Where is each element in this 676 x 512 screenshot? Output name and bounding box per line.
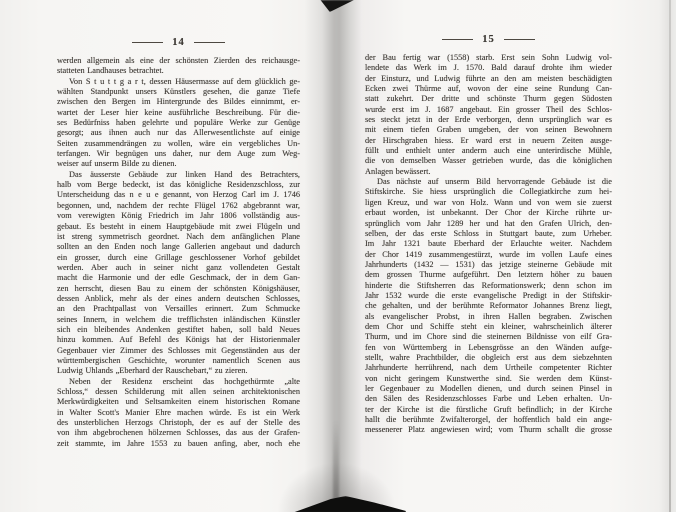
text-line: macht die Harmonie und der edle Geschmack, der in dem Gan- [57,273,300,283]
text-line: begonnen, und, nachdem der rechte Flügel 1762 abgebrannt war, [57,200,300,210]
text-line: Seiten zusammendrängen zu wollen, wäre ein vergebliches Un- [57,138,300,148]
text-line: der Chor 1419 zusammengestürzt, wurde im vollen Laufe eines [365,249,612,259]
text-line: weiser auf unserm Bilde zu dienen. [57,159,177,169]
text-line: ligen Kreuz, und war von Holz. Wann und von wem sie zuerst [365,197,612,207]
text-line: ler Gegenbauer zu Modellen dienen, und durch seinen Pinsel in [365,384,612,393]
text-line: messenerer Platz angewiesen wird; vom Thurm schallt die grosse [365,425,612,435]
text-line: statteten Landhauses betrachtet. [57,66,164,76]
text-line: statt zukehrt. Der dritte und schönste Thurm gegen Südosten [365,94,612,104]
page-number: 15 [482,34,495,45]
text-line: an den Prachtpallast von Versailles erinnert. Zum Schmucke [57,304,300,314]
text-line: hallt die berühmte Zwifalterorgel, der hoffentlich bald ein ange- [365,415,612,425]
text-line: wartet der Leser hier keine ausführliche Beschreibung. Für die- [57,107,300,117]
page-number-header [365,34,612,45]
text-line: Jahrhunderte herrührend, nach dem Urtheile competenter Richter [365,363,612,373]
text-line: der Einsturz, und Ludwig führte an den am meisten beschädigten [365,73,612,83]
text-line: terfangen. Wir begnügen uns daher, nur dem Auge zum Weg- [57,149,300,159]
text-line: dessen Anblick, mehr als der eines andern deutschen Schlosses, [57,293,300,303]
text-line: Neben der Residenz erscheint das hochgethürmte „alte [69,376,300,386]
header-rule-right [194,42,225,43]
text-line: Von S t u t t g a r t, dessen Häusermasse auf dem glücklich ge- [69,76,300,86]
text-line: des unsterblichen Herzogs Christoph, der es auf der Stelle des [57,418,300,428]
text-line: seines Innern, in welchem die trefflichsten inländischen Künstler [57,314,300,324]
text-line: halb vom Berge bedeckt, ist das königliche Residenzschloss, zur [57,180,300,190]
text-line: werden. Aber auch in seiner nicht ganz vollendeten Gestalt [57,262,300,272]
text-line: Jahrhunderts (1432 — 1531) das jetzige steinerne Gebäude mit [365,259,612,269]
text-line: sollten an den Enden noch lange Gallerien angebaut und dadurch [57,242,300,252]
text-line: ein grosser, durch eine Grillage geschlossener Vorhof gebildet [57,252,300,262]
text-line: lendete das Werk im J. 1570. Bald darauf drohte ihm wieder [365,63,612,73]
text-line: sich ein bleibendes Andenken gestiftet haben, soll bald Neues [57,324,300,334]
page-14 [0,0,332,512]
text-line: werden allgemein als eine der schönsten Zierden des reichausge- [57,56,300,65]
text-line: erbaut worden, ist unbekannt. Der Chor der Kirche rührte ur- [365,208,612,218]
text-line: der Bau fertig war (1558) starb. Erst sein Sohn Ludwig vol- [365,53,612,62]
text-line: in Walter Scott's Manier Ehre machen würde. Es ist ein Werk [57,407,300,417]
text-line: mit einem tiefen Graben umgeben, der von seinen Bewohnern [365,125,612,135]
text-line: füllt und enthielt unter anderm auch eine unterirdische Mühle, [365,146,612,156]
page-15 [352,0,676,512]
text-line: zen herrscht, diesen Bau zu einem der schönsten Königshäuser, [57,283,300,293]
text-line: gebaut. Es besteht in einem Hauptgebäude mit zwei Flügeln und [57,221,300,231]
text-line: Ludwig Uhlands „Eberhard der Rauschebart,“ zu zieren. [57,366,248,376]
text-line: fen von Württemberg in Lebensgrösse an den Wänden aufge- [365,342,612,352]
text-line: Stiftskirche. Sie hiess ursprünglich die Collegiatkirche zum hei- [365,187,612,197]
text-line: ses steckt jetzt in der Erde verborgen, denn ursprünglich war es [365,115,612,125]
text-line: Thurm, und im Chore sind die steinernen Bildnisse von eilf Gra- [365,332,612,342]
page-14-text [57,56,300,449]
page-number-header [57,37,300,48]
text-line: Im Jahr 1321 baute Eberhard der Erlauchte weiter. Nachdem [365,239,612,249]
text-line: zwischen den Bergen im Hintergrunde des Bildes einnimmt, er- [57,97,300,107]
text-line: Jahr 1532 wurde die erste evangelische Predigt in der Stiftskir- [365,290,612,300]
text-line: von ihm abgebrochenen hölzernen Schlosses, das aus der Grafen- [57,428,300,438]
text-line: als evangelischer Probst, in ihren Hallen begraben. Zwischen [365,311,612,321]
page-number: 14 [172,37,185,48]
text-line: württembergischen Geschichte, worunter namentlich Scenen aus [57,355,300,365]
text-line: Anlagen bewässert. [365,166,431,176]
text-line: Das nächste auf unserm Bild hervorragende Gebäude ist die [377,177,612,187]
text-line: hinderte die Stiftsherren das Reformationswerk; denn schon im [365,280,612,290]
page-15-text [365,53,612,436]
text-line: Unterscheidung das n e u e genannt, von Herzog Carl im J. 1746 [57,190,300,200]
header-rule-left [442,39,473,40]
text-line: stellt, wahre Prachtbilder, die obgleich erst aus dem siebzehnten [365,352,612,362]
header-rule-right [504,39,535,40]
text-line: die von demselben Wasser getrieben wurde, das die königlichen [365,156,612,166]
text-line: Gegenbauer vier Zimmer des Schlosses mit Gegenständen aus der [57,345,300,355]
text-line: hinzu kommen. Auf Befehl des Königs hat der Historienmaler [57,335,300,345]
text-line: Merkwürdigkeiten und Seltsamkeiten einem historischen Romane [57,397,300,407]
text-line: Das äusserste Gebäude zur linken Hand des Betrachters, [69,169,300,179]
text-line: dem grossen Thurme aufgeführt. Den letztern höher zu bauen [365,270,612,280]
text-line: wurde erst im J. 1687 angebaut. Ein grosser Theil des Schlos- [365,104,612,114]
page-edge-line [669,0,671,512]
text-line: zeit stammte, im Jahre 1553 zu bauen anfing, aber, noch ehe [57,438,300,448]
text-line: gesorgt; aus ihnen auch nur das Allerwesentlichste auf einige [57,128,300,138]
text-line: che gehalten, und der berühmte Reformator Johannes Brenz liegt, [365,301,612,311]
text-line: Schloss,“ dessen Schilderung mit allen seinen architektonischen [57,387,300,396]
text-line: ses Bedürfniss haben gelehrte und populäre Werke zur Genüge [57,118,300,128]
text-line: sprünglich vom Jahr 1289 her und hat den Grafen Ulrich, den- [365,218,612,228]
text-line: der Hirschgraben hiess. Er ward erst in neuern Zeiten ausge- [365,135,612,145]
text-line: ist streng symmetrisch geordnet. Nach dem anfänglichen Plane [57,231,300,241]
text-line: ter der Kirche ist die fürstliche Gruft befindlich; in der Kirche [365,404,612,414]
text-line: den Sälen des Residenzschlosses Farbe und Leben erhalten. Un- [365,394,612,404]
text-line: vom verewigten König Friedrich im Jahr 1806 vollständig aus- [57,211,300,221]
header-rule-left [132,42,163,43]
text-line: Ecken zwei Thürme auf, wovon der eine seine Rundung Can- [365,84,612,94]
text-line: wählten Standpunkt unsers Künstlers gesehen, die ganze Tiefe [57,87,300,97]
text-line: selben, der das erste Schloss in Stuttgart baute, zum Urheber. [365,228,612,238]
text-line: von nicht geringem Kunstwerthe sind. Sie werden dem Künst- [365,373,612,383]
text-line: dem Chor und Schiffe steht ein kleiner, wahrscheinlich älterer [365,321,612,331]
